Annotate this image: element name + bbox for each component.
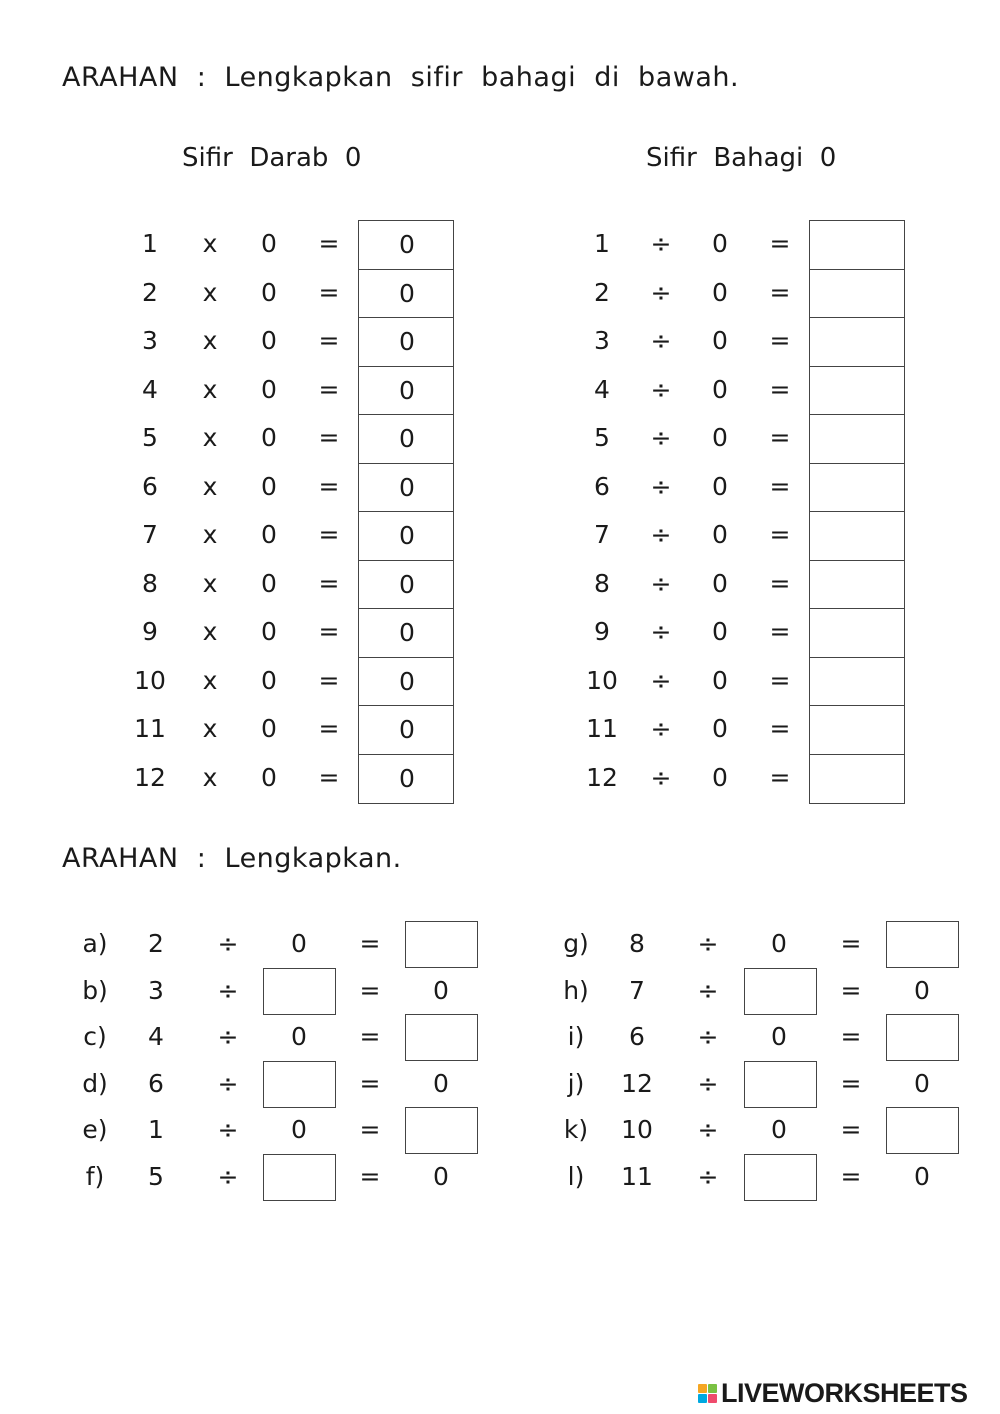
row-number: 8 [142,568,158,598]
exercise-label: k) [563,1115,589,1145]
equals-sign: = [318,762,340,792]
equals-sign: = [318,277,340,307]
answer-input-box[interactable] [809,705,905,755]
equals-sign: = [769,229,791,258]
operator-sign: x [202,617,218,646]
divisor-input-box[interactable] [744,968,817,1015]
answer-value: 0 [399,375,415,405]
answer-input-box[interactable] [809,269,905,319]
result-value: 0 [433,975,449,1005]
answer-box [358,414,454,464]
operand-value: 0 [261,568,277,598]
row-number: 2 [142,277,158,307]
answer-box [358,220,454,270]
equals-sign: = [318,665,340,695]
row-number: 4 [142,374,158,404]
equals-sign: = [769,762,791,792]
operand-value: 0 [712,714,728,743]
division-sign: ÷ [217,1115,239,1145]
dividend-value: 5 [148,1162,164,1191]
row-number: 5 [142,423,158,452]
logo-text: LIVEWORKSHEETS [721,1377,968,1408]
operand-value: 0 [261,277,277,307]
operator-sign: ÷ [650,326,672,355]
answer-value: 0 [399,715,415,744]
equals-sign: = [840,975,862,1005]
divisor-input-box[interactable] [263,1154,336,1201]
equals-sign: = [359,1162,381,1191]
row-number: 5 [594,423,610,452]
exercise-label: b) [82,975,108,1005]
row-number: 6 [142,471,158,501]
row-number: 9 [142,617,158,646]
answer-value: 0 [399,521,415,550]
equals-sign: = [769,665,791,695]
result-input-box[interactable] [886,921,959,968]
equals-sign: = [318,326,340,355]
instruction-2: ARAHAN : Lengkapkan. [62,843,402,874]
answer-box [358,705,454,755]
logo-square-3 [698,1394,707,1403]
equals-sign: = [769,568,791,598]
exercise-label: g) [563,929,589,958]
equals-sign: = [769,423,791,452]
operator-sign: x [202,665,218,695]
row-number: 4 [594,374,610,404]
liveworksheets-logo [698,1378,968,1408]
operand-value: 0 [712,762,728,792]
operator-sign: x [202,762,218,792]
operator-sign: x [202,374,218,404]
logo-square-1 [698,1384,707,1393]
operand-value: 0 [261,326,277,355]
operand-value: 0 [261,762,277,792]
operand-value: 0 [261,617,277,646]
divisor-value: 0 [291,929,307,958]
operand-value: 0 [712,423,728,452]
exercise-label: i) [567,1022,585,1052]
operand-value: 0 [712,520,728,549]
equals-sign: = [318,423,340,452]
divisor-input-box[interactable] [263,1061,336,1108]
exercise-label: a) [82,929,108,958]
answer-value: 0 [399,230,415,259]
result-value: 0 [914,975,930,1005]
row-number: 6 [594,471,610,501]
result-input-box[interactable] [886,1107,959,1154]
answer-value: 0 [399,618,415,647]
operator-sign: ÷ [650,520,672,549]
operand-value: 0 [712,229,728,258]
answer-box [358,366,454,416]
divisor-value: 0 [771,1115,787,1145]
answer-box [358,754,454,804]
operand-value: 0 [712,326,728,355]
exercise-label: f) [85,1162,105,1191]
row-number: 2 [594,277,610,307]
operand-value: 0 [261,229,277,258]
answer-input-box[interactable] [809,608,905,658]
answer-value: 0 [399,424,415,453]
division-sign: ÷ [697,1162,719,1191]
answer-value: 0 [399,666,415,696]
operator-sign: x [202,568,218,598]
result-input-box[interactable] [405,921,478,968]
result-value: 0 [914,1162,930,1191]
result-value: 0 [433,1162,449,1191]
operator-sign: x [202,714,218,743]
equals-sign: = [359,975,381,1005]
operand-value: 0 [261,714,277,743]
row-number: 3 [142,326,158,355]
row-number: 1 [594,229,610,258]
row-number: 8 [594,568,610,598]
dividend-value: 12 [621,1068,653,1098]
operand-value: 0 [712,277,728,307]
answer-input-box[interactable] [809,511,905,561]
dividend-value: 1 [148,1115,164,1145]
dividend-value: 6 [629,1022,645,1052]
equals-sign: = [359,1022,381,1052]
logo-square-2 [708,1384,717,1393]
result-input-box[interactable] [886,1014,959,1061]
equals-sign: = [318,229,340,258]
row-number: 10 [586,665,618,695]
result-input-box[interactable] [405,1014,478,1061]
logo-square-4 [708,1394,717,1403]
row-number: 3 [594,326,610,355]
row-number: 11 [134,714,166,743]
operator-sign: ÷ [650,762,672,792]
answer-box [358,608,454,658]
equals-sign: = [359,929,381,958]
divisor-input-box[interactable] [744,1154,817,1201]
row-number: 7 [142,520,158,549]
result-input-box[interactable] [405,1107,478,1154]
dividend-value: 7 [629,975,645,1005]
division-sign: ÷ [697,975,719,1005]
answer-box [358,560,454,610]
row-number: 9 [594,617,610,646]
answer-box [358,657,454,707]
answer-box [358,317,454,367]
answer-value: 0 [399,472,415,502]
equals-sign: = [359,1068,381,1098]
answer-input-box[interactable] [809,560,905,610]
divisor-value: 0 [291,1115,307,1145]
equals-sign: = [769,374,791,404]
operand-value: 0 [261,471,277,501]
division-sign: ÷ [217,1068,239,1098]
answer-input-box[interactable] [809,366,905,416]
divisor-value: 0 [291,1022,307,1052]
divisor-value: 0 [771,1022,787,1052]
operand-value: 0 [712,374,728,404]
answer-input-box[interactable] [809,414,905,464]
dividend-value: 6 [148,1068,164,1098]
equals-sign: = [769,714,791,743]
operand-value: 0 [712,471,728,501]
answer-value: 0 [399,327,415,356]
result-value: 0 [914,1068,930,1098]
exercise-label: l) [567,1162,585,1191]
equals-sign: = [769,326,791,355]
equals-sign: = [840,1068,862,1098]
equals-sign: = [359,1115,381,1145]
operand-value: 0 [261,665,277,695]
operator-sign: x [202,229,218,258]
operator-sign: x [202,471,218,501]
operator-sign: ÷ [650,665,672,695]
equals-sign: = [840,1162,862,1191]
answer-input-box[interactable] [809,463,905,513]
divisor-value: 0 [771,929,787,958]
division-sign: ÷ [697,1022,719,1052]
operator-sign: ÷ [650,471,672,501]
operator-sign: x [202,520,218,549]
equals-sign: = [840,1022,862,1052]
dividend-value: 10 [621,1115,653,1145]
operand-value: 0 [261,423,277,452]
equals-sign: = [318,617,340,646]
division-sign: ÷ [217,975,239,1005]
equals-sign: = [318,374,340,404]
equals-sign: = [840,929,862,958]
divisor-input-box[interactable] [263,968,336,1015]
division-sign: ÷ [217,929,239,958]
answer-input-box[interactable] [809,317,905,367]
answer-input-box[interactable] [809,657,905,707]
result-value: 0 [433,1068,449,1098]
operand-value: 0 [712,617,728,646]
operator-sign: x [202,326,218,355]
division-sign: ÷ [697,1115,719,1145]
answer-input-box[interactable] [809,220,905,270]
operator-sign: x [202,423,218,452]
equals-sign: = [318,568,340,598]
answer-box [358,511,454,561]
equals-sign: = [769,471,791,501]
dividend-value: 4 [148,1022,164,1052]
answer-value: 0 [399,763,415,793]
logo-mark-icon [698,1384,717,1403]
equals-sign: = [840,1115,862,1145]
operand-value: 0 [261,374,277,404]
dividend-value: 8 [629,929,645,958]
exercise-label: e) [82,1115,108,1145]
dividend-value: 3 [148,975,164,1005]
row-number: 11 [586,714,618,743]
operator-sign: ÷ [650,277,672,307]
equals-sign: = [769,277,791,307]
row-number: 7 [594,520,610,549]
division-sign: ÷ [697,929,719,958]
dividend-value: 11 [621,1162,653,1191]
operator-sign: ÷ [650,229,672,258]
table-div-title: Sifir Bahagi 0 [646,143,837,173]
operator-sign: ÷ [650,617,672,646]
answer-box [358,269,454,319]
answer-value: 0 [399,278,415,308]
answer-box [358,463,454,513]
operand-value: 0 [712,665,728,695]
equals-sign: = [318,520,340,549]
answer-input-box[interactable] [809,754,905,804]
operand-value: 0 [261,520,277,549]
exercise-label: h) [563,975,589,1005]
row-number: 12 [586,762,618,792]
equals-sign: = [769,520,791,549]
equals-sign: = [769,617,791,646]
operand-value: 0 [712,568,728,598]
equals-sign: = [318,471,340,501]
division-sign: ÷ [217,1022,239,1052]
equals-sign: = [318,714,340,743]
operator-sign: ÷ [650,568,672,598]
division-sign: ÷ [697,1068,719,1098]
row-number: 12 [134,762,166,792]
exercise-label: c) [83,1022,107,1052]
operator-sign: x [202,277,218,307]
dividend-value: 2 [148,929,164,958]
exercise-label: j) [567,1068,585,1098]
row-number: 10 [134,665,166,695]
table-mult-title: Sifir Darab 0 [182,143,362,173]
operator-sign: ÷ [650,423,672,452]
division-sign: ÷ [217,1162,239,1191]
instruction-1: ARAHAN : Lengkapkan sifir bahagi di bawah. [62,62,740,93]
exercise-label: d) [82,1068,108,1098]
answer-value: 0 [399,569,415,599]
operator-sign: ÷ [650,714,672,743]
row-number: 1 [142,229,158,258]
operator-sign: ÷ [650,374,672,404]
divisor-input-box[interactable] [744,1061,817,1108]
